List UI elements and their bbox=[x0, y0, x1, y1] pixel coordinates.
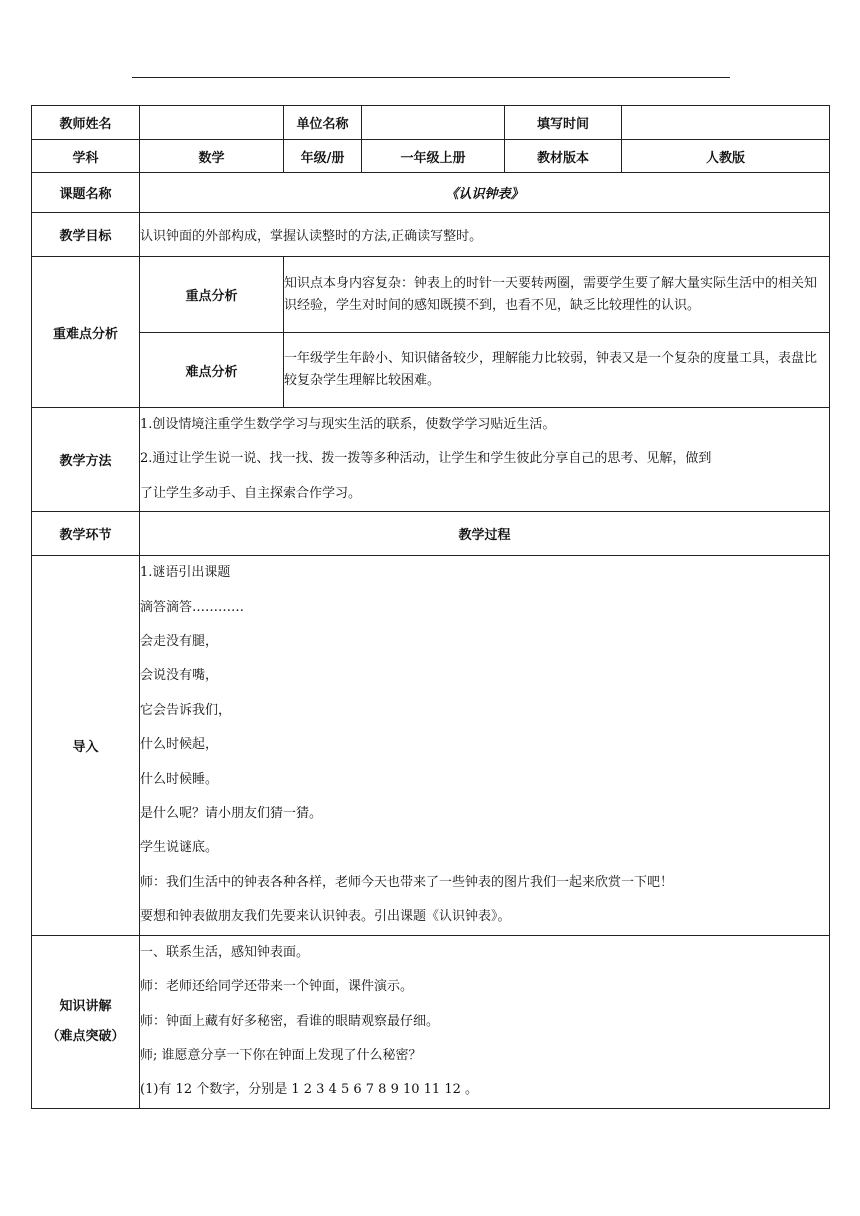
intro-line: 滴答滴答………… bbox=[140, 599, 245, 615]
header-rule bbox=[132, 77, 730, 78]
grade-value: 一年级上册 bbox=[362, 140, 505, 173]
intro-line: 什么时候睡。 bbox=[140, 771, 219, 787]
intro-line: 它会告诉我们， bbox=[140, 702, 232, 718]
row-topic bbox=[32, 173, 830, 213]
row-method bbox=[32, 408, 830, 512]
knowledge-line: 师; 谁愿意分享一下你在钟面上发现了什么秘密？ bbox=[140, 1047, 422, 1063]
intro-line: 是什么呢？请小朋友们猜一猜。 bbox=[140, 806, 323, 822]
date-value bbox=[622, 106, 830, 140]
edition-label: 教材版本 bbox=[505, 140, 622, 173]
intro-line: 师：我们生活中的钟表各种各样，老师今天也带来了一些钟表的图片我们一起来欣赏一下吧！ bbox=[140, 874, 674, 890]
method-line: 了让学生多动手、自主探索合作学习。 bbox=[140, 485, 362, 501]
topic-value: 《认识钟表》 bbox=[140, 173, 830, 213]
key-point-text: 知识点本身内容复杂：钟表上的时针一天要转两圈，需要学生要了解大量实际生活中的相关知识经验，学生对时间的感知既摸不到，也看不见，缺乏比较理性的认识。 bbox=[284, 257, 830, 333]
goal-value: 认识钟面的外部构成，掌握认读整时的方法,正确读写整时。 bbox=[140, 213, 830, 257]
knowledge-line: 师：钟面上藏有好多秘密，看谁的眼睛观察最仔细。 bbox=[140, 1013, 440, 1029]
row-subject bbox=[32, 140, 830, 173]
goal-label: 教学目标 bbox=[32, 213, 140, 257]
row-intro bbox=[32, 556, 830, 935]
row-key-point bbox=[32, 257, 830, 333]
row-process-header bbox=[32, 512, 830, 556]
unit-value bbox=[362, 106, 505, 140]
key-point-label: 重点分析 bbox=[140, 257, 284, 333]
intro-line: 会说没有嘴， bbox=[140, 668, 219, 684]
knowledge-label-line2: （难点突破） bbox=[46, 1028, 125, 1044]
difficulty-label: 重难点分析 bbox=[32, 257, 140, 408]
unit-label: 单位名称 bbox=[284, 106, 362, 140]
edition-value: 人教版 bbox=[622, 140, 830, 173]
topic-label: 课题名称 bbox=[32, 173, 140, 213]
intro-content bbox=[140, 556, 830, 935]
knowledge-line: 师：老师还给同学还带来一个钟面，课件演示。 bbox=[140, 979, 414, 995]
subject-label: 学科 bbox=[32, 140, 140, 173]
hard-point-text: 一年级学生年龄小、知识储备较少，理解能力比较弱，钟表又是一个复杂的度量工具，表盘比较复杂学生理解比较困难。 bbox=[284, 333, 830, 408]
process-header: 教学过程 bbox=[140, 512, 830, 556]
subject-value: 数学 bbox=[140, 140, 284, 173]
teacher-name-label: 教师姓名 bbox=[32, 106, 140, 140]
method-line: 2.通过让学生说一说、找一找、拨一拨等多种活动，让学生和学生彼此分享自己的思考、见解，做到 bbox=[140, 451, 712, 467]
intro-label: 导入 bbox=[32, 556, 140, 935]
method-content bbox=[140, 408, 830, 512]
knowledge-label bbox=[32, 935, 140, 1108]
teacher-name-value bbox=[140, 106, 284, 140]
lesson-plan-table bbox=[31, 105, 830, 1109]
intro-line: 要想和钟表做朋友我们先要来认识钟表。引出课题《认识钟表》。 bbox=[140, 909, 511, 925]
knowledge-line: (1)有 12 个数字，分别是 1 2 3 4 5 6 7 8 9 10 11 12 。 bbox=[140, 1082, 479, 1098]
intro-line: 什么时候起， bbox=[140, 737, 219, 753]
intro-line: 学生说谜底。 bbox=[140, 840, 219, 856]
row-hard-point bbox=[32, 333, 830, 408]
date-label: 填写时间 bbox=[505, 106, 622, 140]
intro-line: 会走没有腿， bbox=[140, 634, 219, 650]
knowledge-content bbox=[140, 935, 830, 1108]
knowledge-line: 一、联系生活，感知钟表面。 bbox=[140, 944, 310, 960]
method-line: 1.创设情境注重学生数学学习与现实生活的联系，使数学学习贴近生活。 bbox=[140, 417, 556, 432]
row-knowledge bbox=[32, 935, 830, 1108]
hard-point-label: 难点分析 bbox=[140, 333, 284, 408]
method-label: 教学方法 bbox=[32, 408, 140, 512]
stage-header: 教学环节 bbox=[32, 512, 140, 556]
row-goal bbox=[32, 213, 830, 257]
intro-line: 1.谜语引出课题 bbox=[140, 565, 231, 581]
row-teacher-info bbox=[32, 106, 830, 140]
knowledge-label-line1: 知识讲解 bbox=[59, 998, 112, 1014]
grade-label: 年级/册 bbox=[284, 140, 362, 173]
